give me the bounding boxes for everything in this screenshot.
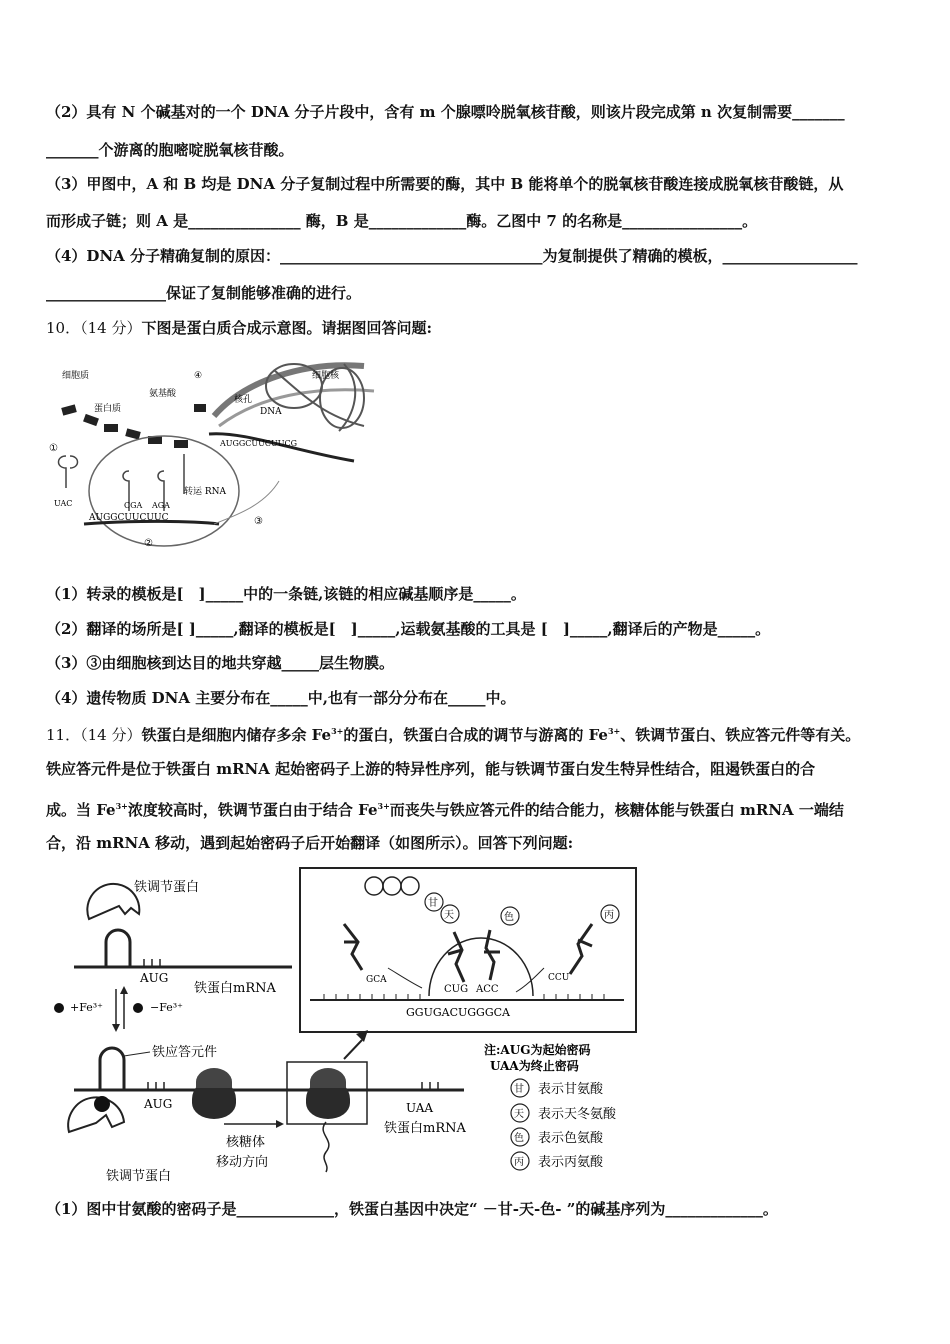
q11-sup-c: 3+ xyxy=(115,801,128,811)
iron-reg-protein-top xyxy=(87,884,139,919)
q10-stem xyxy=(46,318,432,338)
fig11-iron-reg-top: 铁调节蛋白 xyxy=(134,880,200,895)
fig11-ire-label: 铁应答元件 xyxy=(152,1045,218,1060)
fe-bound-dot xyxy=(94,1096,110,1112)
fig11-minus-fe: −Fe³⁺ xyxy=(150,1001,183,1014)
fig11-aug-bottom: AUG xyxy=(144,1097,173,1111)
q11-sup-d: 3+ xyxy=(377,801,390,811)
q10-stem-text: 下图是蛋白质合成示意图。请据图回答问题: xyxy=(141,319,432,337)
q11-stem-line2: 铁应答元件是位于铁蛋白 mRNA 起始密码子上游的特异性序列，能与铁调节蛋白发生特异性结合，阻遏铁蛋白的合 xyxy=(46,760,816,778)
q11-l3-pre: 成。当 Fe xyxy=(46,801,116,819)
fig11-legend-gan-glyph: 甘 xyxy=(514,1084,524,1095)
fig10-anticodon-3: AGA xyxy=(152,501,170,510)
fig11-legend-bing-glyph: 丙 xyxy=(514,1157,524,1168)
q10-score: （14 分） xyxy=(80,319,142,337)
fe-dot-left xyxy=(54,1003,64,1013)
fig11-inset-seq: GGUGACUGGGCA xyxy=(406,1006,510,1019)
fig11-anticodon-right: CCU xyxy=(548,973,570,983)
ribosome-1-top xyxy=(196,1068,232,1088)
q10-sub1: （1）转录的模板是[ ]_____中的一条链,该链的相应碱基顺序是_____。 xyxy=(46,585,526,603)
ferritin-regulation-figure xyxy=(44,864,644,1186)
q11-sup-a: 3+ xyxy=(331,726,344,736)
inset-arrow xyxy=(344,1040,362,1059)
q10-sub4: （4）遗传物质 DNA 主要分布在_____中,也有一部分分布在_____中。 xyxy=(46,689,516,707)
fig10-mark4: ④ xyxy=(194,371,203,381)
fig11-mrna-label-top: 铁蛋白mRNA xyxy=(194,981,276,996)
fig11-legend-tian: 表示天冬氨酸 xyxy=(538,1107,617,1122)
q9-part4-line1: （4）DNA 分子精确复制的原因：___________________________________为复制提供了精确的模板，__________________ xyxy=(46,247,858,265)
fig11-note-2: UAA为终止密码 xyxy=(490,1059,579,1073)
fig11-uaa: UAA xyxy=(406,1101,434,1115)
q9-part2-line2: _______个游离的胞嘧啶脱氧核苷酸。 xyxy=(46,141,294,159)
nascent-peptide xyxy=(323,1122,329,1172)
q11-stem-line4: 合，沿 mRNA 移动，遇到起始密码子后开始翻译（如图所示）。回答下列问题: xyxy=(46,834,574,852)
hairpin-bottom xyxy=(100,1048,124,1090)
ire-pointer xyxy=(124,1052,150,1056)
fig11-move-dir-label: 移动方向 xyxy=(216,1155,269,1170)
fig10-protein-label: 蛋白质 xyxy=(94,404,122,414)
fig11-anticodon-mid1: CUG xyxy=(444,984,469,995)
fig10-pore-label: 核孔 xyxy=(234,395,253,405)
q11-l1-mid: 的蛋白，铁蛋白合成的调节与游离的 Fe xyxy=(343,726,608,744)
fig10-mark1: ① xyxy=(49,443,58,454)
q9-part3-line1: （3）甲图中，A 和 B 均是 DNA 分子复制过程中所需要的酶，其中 B 能将单个的脱氧核苷酸连接成脱氧核苷酸链，从 xyxy=(46,175,844,193)
q11-score: （14 分） xyxy=(80,726,142,744)
fig11-legend-tian-glyph: 天 xyxy=(514,1109,524,1120)
fig11-legend-se: 表示色氨酸 xyxy=(538,1131,604,1146)
fig10-amino-acid-label: 氨基酸 xyxy=(149,389,177,399)
q11-stem-line1 xyxy=(46,721,860,745)
fig11-plus-fe: +Fe³⁺ xyxy=(70,1001,103,1014)
fig11-legend-se-glyph: 色 xyxy=(514,1133,524,1144)
peptide-chain-circles xyxy=(365,877,419,895)
q11-sub1: （1）图中甘氨酸的密码子是_____________，铁蛋白基因中决定“ －甘-天-色- ”的碱基序列为_____________。 xyxy=(46,1200,778,1218)
fig10-anticodon-1: UAC xyxy=(54,499,73,508)
q11-l3-mid: 浓度较高时，铁调节蛋白由于结合 Fe xyxy=(127,801,378,819)
fig11-aa-tian: 天 xyxy=(444,910,454,921)
q9-part3-line2: 而形成子链；则 A 是_______________ 酶，B 是_____________酶。乙图中 7 的名称是________________。 xyxy=(46,212,758,230)
fig10-seq-bottom: AUGGCUUCUUC xyxy=(89,513,169,523)
q11-stem-line3 xyxy=(46,796,844,820)
fig11-aa-se: 色 xyxy=(504,912,514,923)
fig11-aa-bing: 丙 xyxy=(604,910,614,921)
arrow-down-head xyxy=(112,1024,120,1032)
fig10-trna-label: 转运 RNA xyxy=(184,487,227,497)
q11-l3-post: 而丧失与铁应答元件的结合能力，核糖体能与铁蛋白 mRNA 一端结 xyxy=(389,801,844,819)
q10-sub2: （2）翻译的场所是[ ]_____,翻译的模板是[ ]_____,运载氨基酸的工具是 [ ]_____,翻译后的产物是_____。 xyxy=(46,620,771,638)
fig11-legend-gan: 表示甘氨酸 xyxy=(538,1082,604,1097)
q11-l1-post: 、铁调节蛋白、铁应答元件等有关。 xyxy=(620,726,861,744)
fig11-anticodon-mid2: ACC xyxy=(476,984,499,995)
q9-part4-line2: ________________保证了复制能够准确的进行。 xyxy=(46,284,362,302)
q11-number: 11． xyxy=(46,726,81,744)
fig10-dna-label: DNA xyxy=(260,407,282,417)
q11-sup-b: 3+ xyxy=(607,726,621,736)
fig10-mark2: ② xyxy=(144,538,153,549)
fig11-legend-bing: 表示丙氨酸 xyxy=(538,1155,604,1170)
fe-dot-right xyxy=(133,1003,143,1013)
fig10-anticodon-2: CGA xyxy=(124,501,143,510)
fig10-mark3: ③ xyxy=(254,516,263,527)
fig11-note-1: 注:AUG为起始密码 xyxy=(484,1043,591,1057)
fig11-aug-top: AUG xyxy=(140,971,169,985)
inset-arrow-right xyxy=(516,968,544,992)
arrow-up-head xyxy=(120,986,128,994)
fig11-ribosome-label: 核糖体 xyxy=(226,1135,266,1150)
move-arrow-head xyxy=(276,1120,284,1128)
ribosome-2-top xyxy=(310,1068,346,1088)
fig11-aa-gan: 甘 xyxy=(428,898,438,909)
fig10-nucleus-label: 细胞核 xyxy=(312,371,340,381)
fig11-mrna-label-bottom: 铁蛋白mRNA xyxy=(384,1121,466,1136)
inset-arrow-left xyxy=(388,968,422,988)
fig10-cytoplasm-label: 细胞质 xyxy=(62,371,90,381)
fig11-anticodon-left: GCA xyxy=(366,975,387,985)
hairpin-top xyxy=(106,930,130,967)
fig10-seq-top: AUGGCUUCUUCG xyxy=(220,439,298,448)
q10-number: 10． xyxy=(46,319,81,337)
fig11-iron-reg-bottom: 铁调节蛋白 xyxy=(106,1169,172,1184)
q11-l1-pre: 铁蛋白是细胞内储存多余 Fe xyxy=(141,726,332,744)
q10-sub3: （3）③由细胞核到达目的地共穿越_____层生物膜。 xyxy=(46,654,394,672)
protein-chain xyxy=(61,404,206,448)
protein-synthesis-figure xyxy=(44,356,384,556)
q9-part2-line1: （2）具有 N 个碱基对的一个 DNA 分子片段中，含有 m 个腺嘌呤脱氧核苷酸，则该片段完成第 n 次复制需要_______ xyxy=(46,103,845,121)
